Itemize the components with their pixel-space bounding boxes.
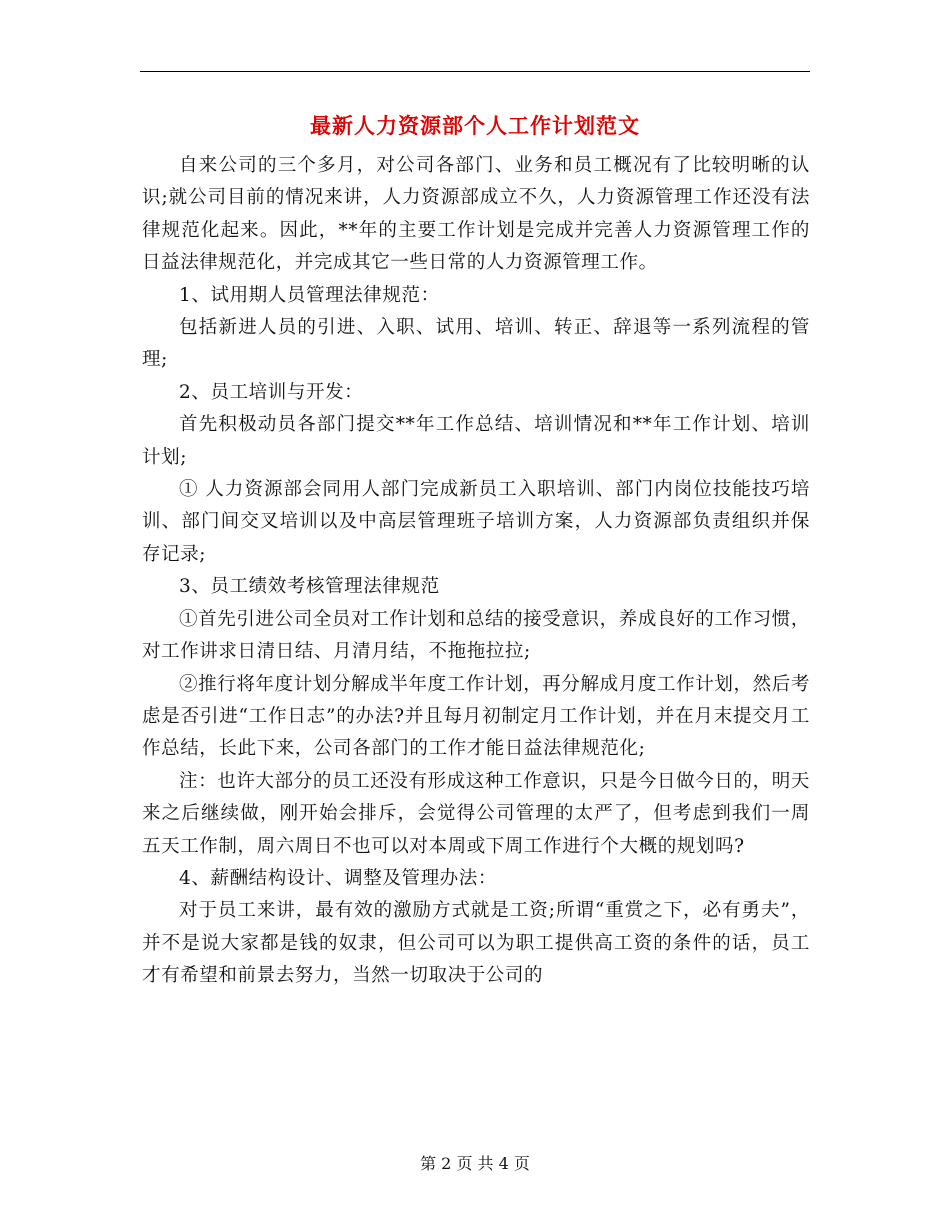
paragraph-note: 注：也许大部分的员工还没有形成这种工作意识，只是今日做今日的，明天来之后继续做，刚开始会排斥，会觉得公司管理的太严了，但考虑到我们一周五天工作制，周六周日不也可以对本周或下周工作进行个大概的规划吗? <box>142 770 810 857</box>
section-heading-training: 2、员工培训与开发： <box>179 381 364 403</box>
paragraph-training-plan: 首先积极动员各部门提交**年工作总结、培训情况和**年工作计划、培训计划; <box>142 414 810 468</box>
paragraph-training-item-1: ① 人力资源部会同用人部门完成新员工入职培训、部门内岗位技能技巧培训、部门间交叉培训以及中高层管理班子培训方案，人力资源部负责组织并保存记录; <box>142 479 810 565</box>
paragraph-performance-item-2: ②推行将年度计划分解成半年度工作计划，再分解成月度工作计划，然后考虑是否引进“工作日志”的办法?并且每月初制定月工作计划，并在月末提交月工作总结，长此下来，公司各部门的工作才能日益法律规范化; <box>142 673 810 760</box>
paragraph-compensation: 对于员工来讲，最有效的激励方式就是工资;所谓“重赏之下，必有勇夫”，并不是说大家都是钱的奴隶，但公司可以为职工提供高工资的条件的话，员工才有希望和前景去努力，当然一切取决于公司的 <box>142 900 810 987</box>
section-heading-performance: 3、员工绩效考核管理法律规范 <box>179 576 440 598</box>
document-body <box>142 150 810 993</box>
paragraph-intro: 自来公司的三个多月，对公司各部门、业务和员工概况有了比较明晰的认识;就公司目前的情况来讲，人力资源部成立不久，人力资源管理工作还没有法律规范化起来。因此，**年的主要工作计划是完成并完善人力资源管理工作的日益法律规范化，并完成其它一些日常的人力资源管理工作。 <box>142 155 810 274</box>
section-heading-probation: 1、试用期人员管理法律规范： <box>179 284 440 306</box>
section-heading-compensation: 4、薪酬结构设计、调整及管理办法： <box>179 867 497 889</box>
document-title: 最新人力资源部个人工作计划范文 <box>310 113 640 138</box>
page-number: 第 2 页 共 4 页 <box>420 1154 530 1173</box>
paragraph-performance-item-1: ①首先引进公司全员对工作计划和总结的接受意识，养成良好的工作习惯，对工作讲求日清日结、月清月结，不拖拖拉拉; <box>142 608 810 663</box>
header-rule <box>140 71 810 72</box>
paragraph-probation: 包括新进人员的引进、入职、试用、培训、转正、辞退等一系列流程的管理; <box>142 317 810 371</box>
